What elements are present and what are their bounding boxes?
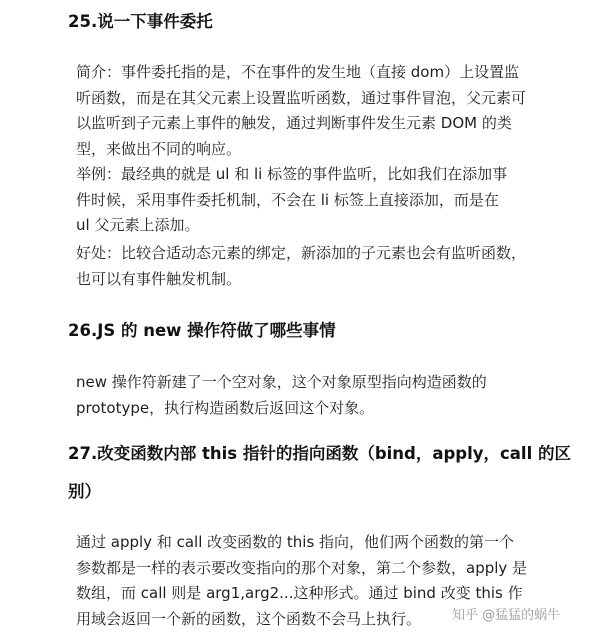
- paragraph-line: 用域会返回一个新的函数，这个函数不会马上执行。: [76, 609, 422, 628]
- paragraph-line: 以监听到子元素上事件的触发，通过判断事件发生元素 DOM 的类: [76, 114, 512, 132]
- paragraph-intro: [76, 60, 531, 162]
- paragraph-line: 简介：事件委托指的是，不在事件的发生地（直接 dom）上设置监: [76, 63, 520, 81]
- paragraph-line: 参数都是一样的表示要改变指向的那个对象，第二个参数，apply 是: [76, 558, 528, 577]
- section-heading-27-continued: 别）: [68, 482, 101, 501]
- paragraph-line: 好处：比较合适动态元素的绑定，新添加的子元素也会有监听函数，: [76, 244, 527, 262]
- paragraph-line: 通过 apply 和 call 改变函数的 this 指向，他们两个函数的第一个: [76, 533, 515, 551]
- section-heading-26: 26.JS 的 new 操作符做了哪些事情: [68, 321, 336, 340]
- paragraph-line: prototype，执行构造函数后返回这个对象。: [76, 398, 375, 417]
- section-heading-25: 25.说一下事件委托: [68, 12, 213, 31]
- paragraph-line: new 操作符新建了一个空对象，这个对象原型指向构造函数的: [76, 373, 487, 391]
- watermark: 知乎 @猛猛的蜗牛: [452, 608, 561, 623]
- paragraph-line: 举例：最经典的就是 ul 和 li 标签的事件监听，比如我们在添加事: [76, 165, 508, 183]
- paragraph-line: ul 父元素上添加。: [76, 216, 200, 234]
- paragraph-line: 也可以有事件触发机制。: [76, 269, 242, 288]
- paragraph-benefit: [76, 241, 531, 292]
- paragraph-new-operator: [76, 370, 531, 421]
- paragraph-line: 件时候，采用事件委托机制，不会在 li 标签上直接添加，而是在: [76, 190, 499, 209]
- section-heading-27: 27.改变函数内部 this 指针的指向函数（bind，apply，call 的区: [68, 444, 571, 463]
- paragraph-line: 型，来做出不同的响应。: [76, 139, 242, 158]
- paragraph-line: 数组，而 call 则是 arg1,arg2...这种形式。通过 bind 改变 this 作: [76, 584, 523, 602]
- paragraph-example: [76, 162, 531, 239]
- paragraph-line: 听函数，而是在其父元素上设置监听函数，通过事件冒泡，父元素可: [76, 88, 527, 107]
